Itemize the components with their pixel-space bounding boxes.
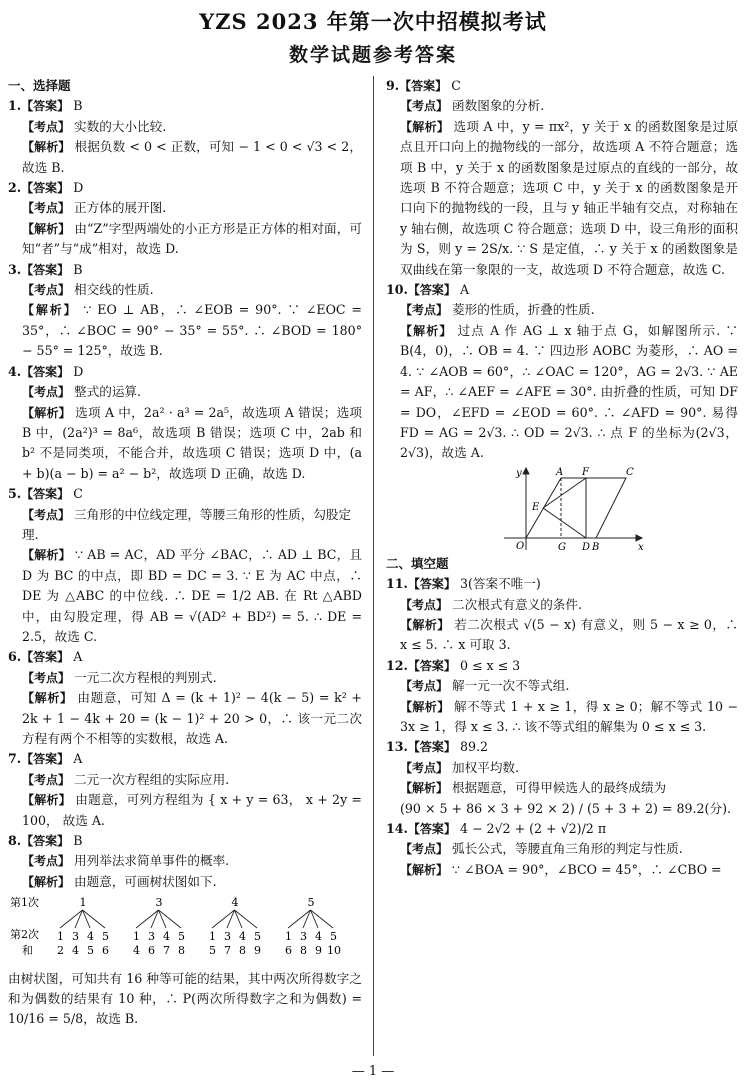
rhombus [526,478,626,538]
analysis-text: ∵ ∠BOA = 90°，∠BCO = 45°，∴ ∠CBO = [452,861,722,877]
answer-tag: 【答案】 [407,740,456,755]
tree-second-node: 4 [163,930,170,944]
question-number: 2. [8,180,22,196]
question-number: 8. [8,833,22,849]
analysis-text: 由题意，可知 Δ = (k + 1)² − 4(k − 5) = k² + 2k + 1 − 4k + 20 = (k − 1)² + 20 > 0，∴ 该一元二次方程有两个不相等的实数根，故选 A. [22,690,362,746]
answer-value: 3(答案不唯一) [459,576,541,592]
analysis-text: 过点 A 作 AG ⊥ x 轴于点 G，如解图所示. ∵ B(4，0)，∴ OB = 4. ∵ 四边形 AOBC 为菱形，∴ AO = 4. ∵ ∠AOB = 60°，∴ ∠OAC = 120°，AG = 2√3. ∵ AE = AF，∴ ∠AEF = ∠AFE = 30°. 由折叠的性质，可知 DF = DO，∠EFD = ∠EOD = 60°. ∴ ∠AFD = 90°. 易得 FD = AG = 2√3. ∴ OD = 2√3. ∴ 点 F 的坐标为(2√3，2√3)，故选 A. [400,322,738,461]
label-g: G [558,541,566,553]
tree-second-node: 5 [330,930,337,944]
answer-value: B [73,98,83,114]
question-number: 13. [386,739,408,755]
label-d: D [582,541,591,553]
answer-tag: 【答案】 [21,364,70,379]
question-number: 7. [8,751,22,767]
segment-ed [543,508,586,538]
tree-second-node: 1 [57,930,64,944]
tree-row1-label: 第1次 [10,896,39,910]
answer-value: 0 ≤ x ≤ 3 [459,657,521,673]
tree-sum-node: 7 [163,944,170,958]
tree-second-node: 3 [148,930,155,944]
answer-tag: 【答案】 [407,577,456,592]
answer-value: 89.2 [459,739,488,755]
point-tag: 【考点】 [22,201,71,216]
tree-diagram [8,894,358,960]
page-subtitle: 数学试题参考答案 [288,44,457,66]
left-column [8,76,362,1030]
segment-ef [543,478,586,508]
answer-value: A [73,751,83,767]
page-number: — 1 — [351,1064,395,1079]
analysis-tag: 【解析】 [400,781,449,796]
question-number: 12. [386,657,408,673]
tree-second-node: 5 [178,930,185,944]
label-y: y [516,467,522,479]
answer-tag: 【答案】 [21,752,70,767]
question-2 [8,178,362,260]
section-heading: 一、选择题 [8,78,71,93]
y-axis-arrow [523,468,529,474]
tree-sum-node: 6 [148,944,155,958]
tree-sum-node: 9 [254,944,261,958]
x-axis-arrow [636,535,642,541]
page-title: YZS 2023 年第一次中招模拟考试 [199,9,547,34]
answer-tag: 【答案】 [407,283,456,298]
question-14 [386,819,738,880]
question-number: 3. [8,261,22,277]
analysis-text: 由题意，可画树状图如下. [74,873,217,889]
tree-first-node: 1 [79,896,87,910]
question-1 [8,96,362,178]
analysis-text: 根据负数 < 0 < 正数，可知 − 1 < 0 < √3 < 2，故选 B. [22,139,362,175]
tree-sum-node: 8 [239,944,246,958]
tree-second-node: 5 [102,930,109,944]
point-text: 整式的运算. [74,384,142,400]
point-text: 函数图象的分析. [452,98,545,114]
analysis-text: ∵ EO ⊥ AB，∴ ∠EOB = 90°. ∵ ∠EOC = 35°，∴ ∠BOC = 90° − 35° = 55°. ∴ ∠BOD = 180° − 55° = 125°，故选 B. [22,302,362,359]
question-13 [386,737,738,819]
tree-second-node: 1 [133,930,140,944]
analysis-tag: 【解析】 [22,303,78,318]
point-tag: 【考点】 [400,679,449,694]
point-text: 实数的大小比较. [74,118,167,134]
tree-second-node: 1 [209,930,216,944]
point-text: 相交线的性质. [74,282,154,298]
point-tag: 【考点】 [400,597,449,612]
label-o: O [516,540,525,552]
analysis-text: 由“Z”字型两端处的小正方形是正方体的相对面，可知“者”与“成”相对，故选 D. [22,220,362,257]
analysis-tag: 【解析】 [400,617,450,632]
question-number: 5. [8,486,22,502]
tree-sum-node: 6 [102,944,109,958]
section-heading: 二、填空题 [386,555,449,571]
tree-first-node: 5 [307,896,315,910]
question-number: 6. [8,649,22,665]
tree-sum-node: 8 [300,944,307,958]
tree-sum-node: 4 [72,944,79,958]
tree-first-node: 4 [231,896,239,910]
answer-value: C [73,486,83,502]
point-text: 三角形的中位线定理，等腰三角形的性质，勾股定理. [22,506,352,542]
tree-sum-node: 6 [285,944,292,958]
question-12 [386,656,738,738]
question-8 [8,831,362,1030]
column-divider [373,76,374,1056]
analysis-tag: 【解析】 [400,323,453,338]
analysis-text-2: (90 × 5 + 86 × 3 + 92 × 2) / (5 + 3 + 2) = 89.2(分). [400,800,731,816]
point-text: 加权平均数. [452,759,520,775]
point-text: 菱形的性质，折叠的性质. [452,302,595,318]
answer-tag: 【答案】 [399,79,448,93]
analysis-text: 选项 A 中，2a² · a³ = 2a⁵，故选项 A 错误；选项 B 中，(2a²)³ = 8a⁶，故选项 B 错误；选项 C 中，2ab 和 b² 不是同类项，不能合并，故选项 C 错误；选项 D 中，(a + b)(a − b) = a² − b²，故选项 D 正确，故选 D. [22,404,362,481]
point-text: 一元二次方程根的判别式. [74,669,217,685]
analysis-tag: 【解析】 [22,405,71,420]
point-text: 正方体的展开图. [74,200,167,216]
question-3 [8,260,362,362]
point-tag: 【考点】 [22,283,71,298]
answer-tag: 【答案】 [407,822,456,836]
question-11 [386,574,738,656]
point-text: 用列举法求简单事件的概率. [74,853,230,869]
answer-value: 4 − 2√2 + (2 + √2)/2 π [459,821,607,836]
answer-value: C [451,78,461,93]
tree-sum-node: 5 [87,944,94,958]
analysis-tag: 【解析】 [22,548,71,563]
tree-second-node: 5 [254,930,261,944]
question-9 [386,76,738,280]
rhombus-figure [386,466,736,554]
answer-tag: 【答案】 [21,99,70,114]
analysis-tag: 【解析】 [22,793,71,808]
point-tag: 【考点】 [22,385,71,400]
point-tag: 【考点】 [22,507,71,522]
question-number: 4. [8,363,22,379]
answer-tag: 【答案】 [21,262,70,277]
answer-value: B [73,833,83,849]
analysis-text: 解不等式 1 + x ≥ 1，得 x ≥ 0；解不等式 10 − 3x ≥ 1，得 x ≤ 3. ∴ 该不等式组的解集为 0 ≤ x ≤ 3. [400,698,738,734]
question-6 [8,647,362,749]
answer-value: A [459,282,470,298]
tree-second-node: 1 [285,930,292,944]
analysis-tag: 【解析】 [22,140,71,155]
tree-nodes [57,896,341,957]
analysis-tag: 【解析】 [400,699,450,714]
tree-sum-node: 8 [178,944,185,958]
question-number: 10. [386,282,408,298]
answer-tag: 【答案】 [21,181,70,196]
analysis-text: 由题意，可列方程组为 { x + y = 63， x + 2y = 100， 故选 A. [22,792,362,828]
answer-value: D [73,363,84,379]
question-number: 14. [386,821,408,836]
point-text: 二次根式有意义的条件. [452,596,582,612]
tree-first-node: 3 [155,896,163,910]
analysis-tag: 【解析】 [400,119,450,134]
answer-value: B [73,261,83,277]
point-tag: 【考点】 [400,99,449,114]
question-10 [386,280,738,554]
question-number: 9. [386,78,400,93]
answer-tag: 【答案】 [21,650,70,665]
point-tag: 【考点】 [22,119,71,134]
analysis-text: 选项 A 中，y = πx²，y 关于 x 的函数图象是过原点且开口向上的抛物线的一部分，故选项 A 不符合题意；选项 B 中，y 关于 x 的函数图象是过原点的直线的一部分，故选项 B 不符合题意；选项 C 中，y 关于 x 的函数图象是开口向下的抛物线的一段，且与 y 轴正半轴有交点，对称轴在 y 轴右侧，故选项 C 符合题意；选项 D 中，设三角形的面积为 S，则 y = 2S/x. ∵ S 是定值，∴ y 关于 x 的函数图象是双曲线在第一象限的一支，故选项 D 不符合题意，故选 C. [400,118,738,277]
tree-sum-node: 2 [57,944,64,958]
tree-sum-node: 5 [209,944,216,958]
answer-tag: 【答案】 [21,487,70,502]
tree-second-node: 4 [315,930,322,944]
point-tag: 【考点】 [400,760,449,775]
point-tag: 【考点】 [22,670,71,685]
tree-second-node: 4 [239,930,246,944]
label-f: F [582,466,589,478]
tree-sum-node: 7 [224,944,231,958]
question-5 [8,484,362,647]
analysis-text: ∵ AB = AC，AD 平分 ∠BAC，∴ AD ⊥ BC，且 D 为 BC 的中点，即 BD = DC = 3. ∵ E 为 AC 中点，∴ DE 为 △ABC 的中位线. ∴ DE = 1/2 AB. 在 Rt △ABD 中，由勾股定理，得 AB = √(AD² + BD²) = 5. ∴ DE = 2.5，故选 C. [22,547,362,644]
right-column [386,76,738,880]
label-b: B [592,541,600,553]
label-c: C [626,466,634,478]
tree-second-node: 3 [72,930,79,944]
point-tag: 【考点】 [400,303,449,318]
analysis-tag: 【解析】 [22,691,73,706]
label-e: E [532,501,540,513]
point-tag: 【考点】 [400,842,449,857]
answer-value: D [73,180,84,196]
tree-sum-node: 4 [133,944,140,958]
analysis-text-2: 由树状图，可知共有 16 种等可能的结果，其中两次所得数字之和为偶数的结果有 10 种，∴ P(两次所得数字之和为偶数) = 10/16 = 5/8，故选 B. [8,970,362,1027]
label-a: A [556,466,564,478]
point-tag: 【考点】 [22,772,71,787]
label-x: x [638,541,644,553]
tree-branches [60,910,333,928]
point-text: 解一元一次不等式组. [452,678,570,694]
point-text: 弧长公式，等腰直角三角形的判定与性质. [452,841,683,857]
question-number: 11. [386,576,408,592]
analysis-text: 根据题意，可得甲候选人的最终成绩为 [452,780,667,796]
tree-second-node: 3 [224,930,231,944]
answer-tag: 【答案】 [407,658,456,673]
point-tag: 【考点】 [22,854,71,869]
answer-value: A [73,649,83,665]
tree-row2-label: 第2次 [10,928,39,942]
tree-second-node: 4 [87,930,94,944]
tree-sum-node: 9 [315,944,322,958]
analysis-tag: 【解析】 [22,221,71,236]
tree-sum-node: 10 [327,944,341,958]
analysis-text: 若二次根式 √(5 − x) 有意义，则 5 − x ≥ 0，∴ x ≤ 5. ∴ x 可取 3. [400,616,738,653]
point-text: 二元一次方程组的实际应用. [74,771,230,787]
tree-second-node: 3 [300,930,307,944]
question-7 [8,749,362,831]
question-number: 1. [8,98,22,114]
analysis-tag: 【解析】 [400,862,449,877]
answer-tag: 【答案】 [21,834,70,849]
analysis-tag: 【解析】 [22,874,71,889]
question-4 [8,362,362,484]
tree-sum-label: 和 [22,944,33,958]
